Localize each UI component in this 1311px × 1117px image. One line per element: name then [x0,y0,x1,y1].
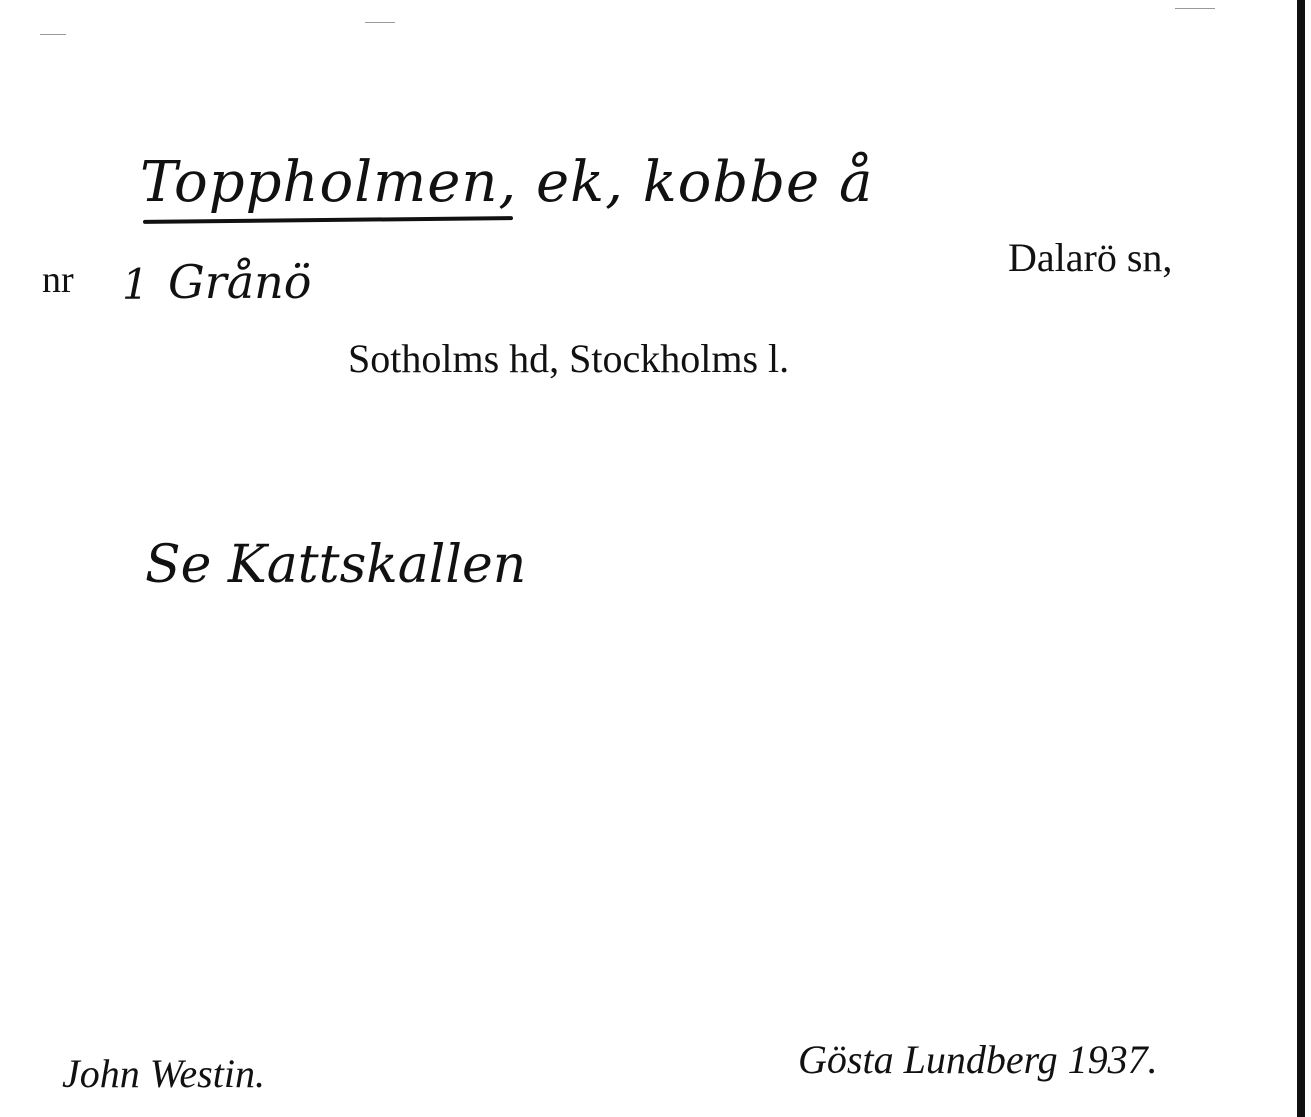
scan-speck [1175,8,1215,9]
scan-speck [40,34,66,35]
district: Sotholms hd, Stockholms l. [348,336,790,381]
card-edge [1297,0,1305,1117]
place-name-handwritten [140,150,873,215]
signature-right: Gösta Lundberg 1937. [798,1037,1158,1082]
parish: Dalarö sn, [1008,235,1173,280]
nr-label: nr [42,259,74,301]
place-name: Toppholmen [140,150,499,215]
nr-place: Grånö [168,255,312,309]
signature-left: John Westin. [62,1051,265,1096]
place-description: , ek, kobbe å [498,150,874,215]
scan-speck [365,22,395,23]
nr-value: 1 [122,260,149,309]
cross-reference-note: Se Kattskallen [145,535,527,595]
place-name-underline [143,216,513,224]
